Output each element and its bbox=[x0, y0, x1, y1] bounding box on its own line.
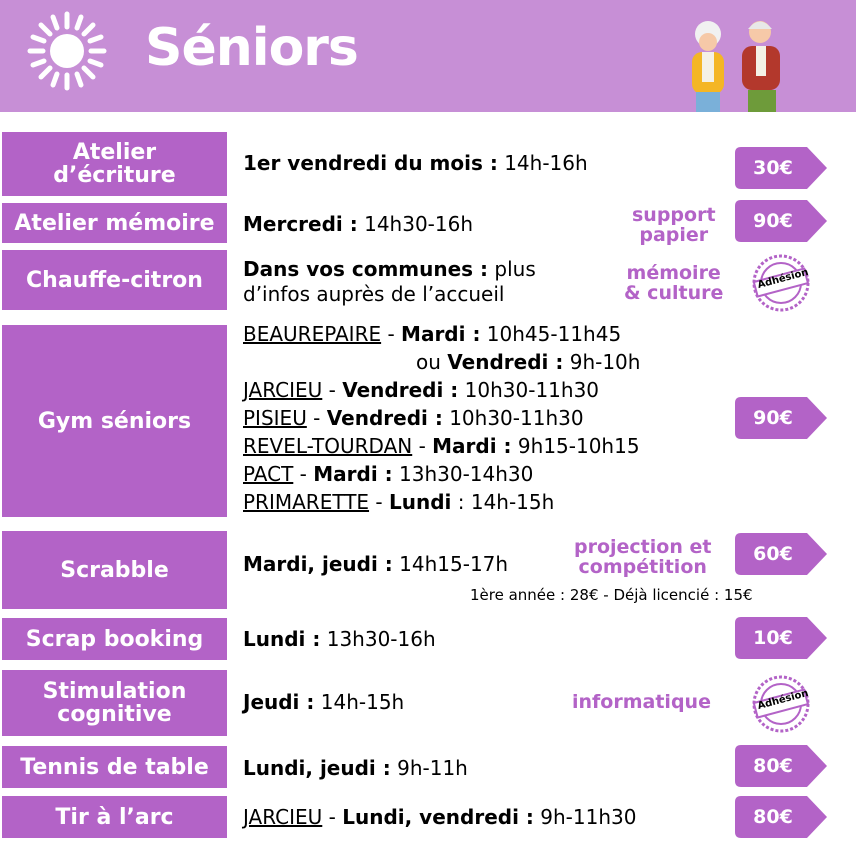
note-text: projection et compétition bbox=[574, 536, 712, 578]
schedule-line: PISIEU - Vendredi : 10h30-11h30 bbox=[243, 406, 584, 430]
activity-label: Tir à l’arc bbox=[2, 796, 227, 838]
activity-label: Scrabble bbox=[2, 531, 227, 609]
schedule-line: Mercredi : 14h30-16h bbox=[243, 212, 474, 236]
activity-label: Chauffe-citron bbox=[2, 250, 227, 310]
adhesion-stamp: Adhésion bbox=[751, 253, 811, 313]
price-tag: 90€ bbox=[735, 200, 827, 242]
schedule-line: ou Vendredi : 9h-10h bbox=[416, 350, 641, 374]
price-tag: 90€ bbox=[735, 397, 827, 439]
pricing-detail: 1ère année : 28€ - Déjà licencié : 15€ bbox=[470, 586, 753, 604]
activity-label: Gym séniors bbox=[2, 325, 227, 517]
page-title: Séniors bbox=[145, 18, 358, 78]
schedule-line: Lundi : 13h30-16h bbox=[243, 627, 436, 651]
sun-icon bbox=[26, 10, 108, 92]
note-text: informatique bbox=[572, 691, 711, 713]
price-tag: 60€ bbox=[735, 533, 827, 575]
schedule-line: JARCIEU - Vendredi : 10h30-11h30 bbox=[243, 378, 600, 402]
activity-label: Stimulation cognitive bbox=[2, 670, 227, 736]
activity-label: Atelier d’écriture bbox=[2, 132, 227, 196]
schedule-line: Jeudi : 14h-15h bbox=[243, 690, 405, 714]
price-tag: 80€ bbox=[735, 796, 827, 838]
activity-label: Atelier mémoire bbox=[2, 203, 227, 243]
schedule-line: Mardi, jeudi : 14h15-17h bbox=[243, 552, 509, 576]
price-tag: 30€ bbox=[735, 147, 827, 189]
header-banner bbox=[0, 0, 856, 112]
schedule-line: BEAUREPAIRE - Mardi : 10h45-11h45 bbox=[243, 322, 622, 346]
schedule-line: PACT - Mardi : 13h30-14h30 bbox=[243, 462, 534, 486]
schedule-line: 1er vendredi du mois : 14h-16h bbox=[243, 151, 588, 175]
seniors-illustration bbox=[678, 12, 798, 112]
price-tag: 10€ bbox=[735, 617, 827, 659]
schedule-line: Dans vos communes : plus bbox=[243, 257, 536, 281]
schedule-line: d’infos auprès de l’accueil bbox=[243, 282, 505, 306]
note-text: support papier bbox=[632, 204, 716, 246]
activity-label: Tennis de table bbox=[2, 746, 227, 788]
activity-label: Scrap booking bbox=[2, 618, 227, 660]
price-tag: 80€ bbox=[735, 745, 827, 787]
schedule-line: JARCIEU - Lundi, vendredi : 9h-11h30 bbox=[243, 805, 637, 829]
adhesion-stamp: Adhésion bbox=[751, 674, 811, 734]
schedule-line: Lundi, jeudi : 9h-11h bbox=[243, 756, 468, 780]
schedule-line: PRIMARETTE - Lundi : 14h-15h bbox=[243, 490, 555, 514]
schedule-line: REVEL-TOURDAN - Mardi : 9h15-10h15 bbox=[243, 434, 640, 458]
note-text: mémoire & culture bbox=[624, 262, 724, 304]
